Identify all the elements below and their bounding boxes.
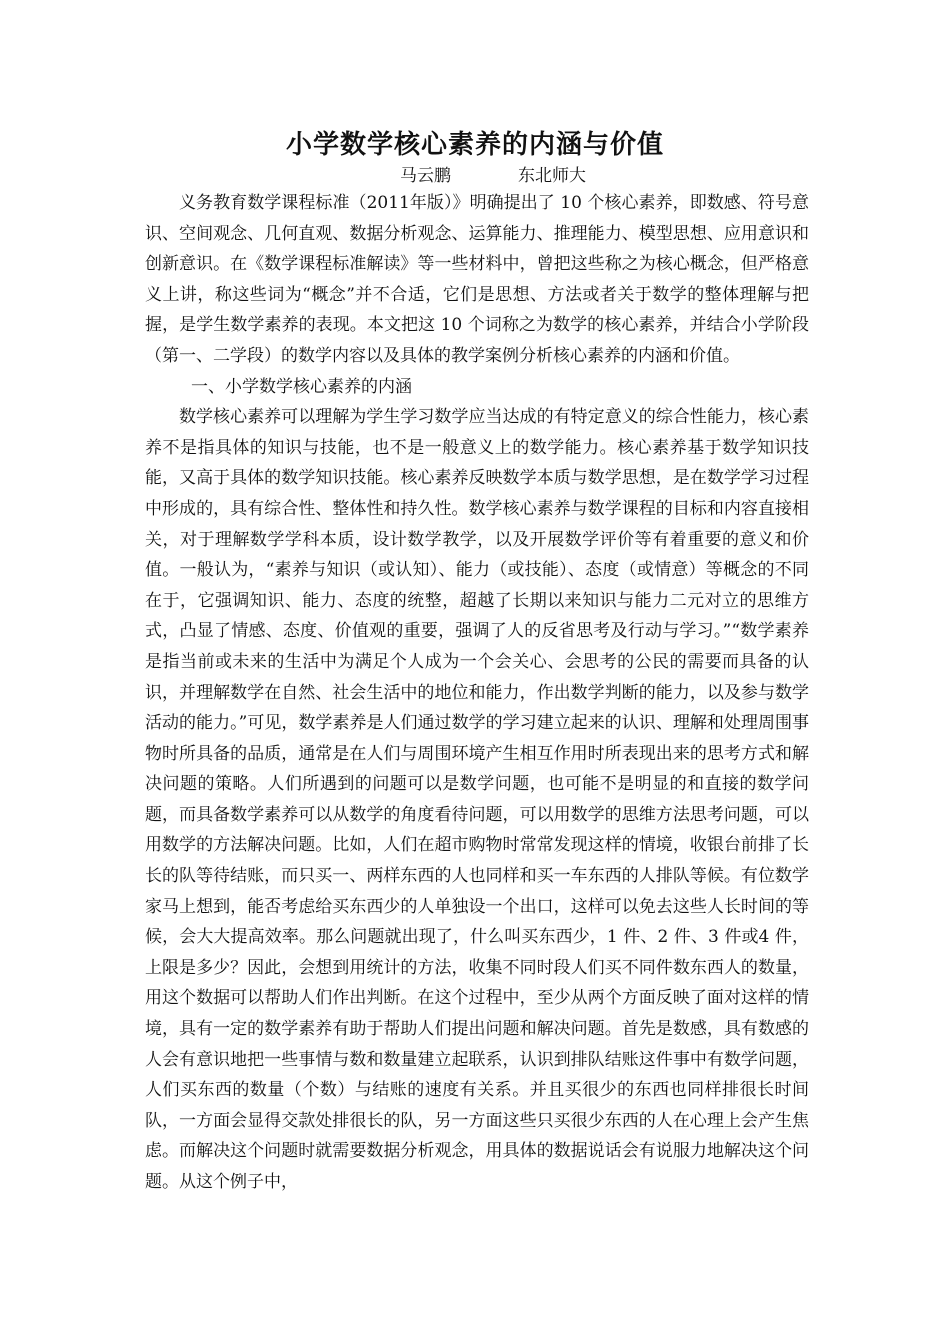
author-affiliation: 东北师大 [518, 166, 586, 186]
document-body [145, 188, 809, 1198]
body-paragraph: 数学核心素养可以理解为学生学习数学应当达成的有特定意义的综合性能力，核心素养不是指具体的知识与技能，也不是一般意义上的数学能力。核心素养基于数学知识技能，又高于具体的数学知识技能。核心素养反映数学本质与数学思想，是在数学学习过程中形成的，具有综合性、整体性和持久性。数学核心素养与数学课程的目标和内容直接相关，对于理解数学学科本质，设计数学教学，以及开展数学评价等有着重要的意义和价值。一般认为，“素养与知识（或认知）、能力（或技能）、态度（或情意）等概念的不同在于，它强调知识、能力、态度的统整，超越了长期以来知识与能力二元对立的思维方式，凸显了情感、态度、价值观的重要，强调了人的反省思考及行动与学习。”“数学素养是指当前或未来的生活中为满足个人成为一个会关心、会思考的公民的需要而具备的认识，并理解数学在自然、社会生活中的地位和能力，作出数学判断的能力，以及参与数学活动的能力。”可见，数学素养是人们通过数学的学习建立起来的认识、理解和处理周围事物时所具备的品质，通常是在人们与周围环境产生相互作用时所表现出来的思考方式和解决问题的策略。人们所遇到的问题可以是数学问题，也可能不是明显的和直接的数学问题，而具备数学素养可以从数学的角度看待问题，可以用数学的思维方法思考问题，可以用数学的方法解决问题。比如，人们在超市购物时常常发现这样的情境，收银台前排了长长的队等待结账，而只买一、两样东西的人也同样和买一车东西的人排队等候。有位数学家马上想到，能否考虑给买东西少的人单独设一个出口，这样可以免去这些人长时间的等候，会大大提高效率。那么问题就出现了，什么叫买东西少，1 件、2 件、3 件或4 件，上限是多少？因此，会想到用统计的方法，收集不同时段人们买不同件数东西人的数量，用这个数据可以帮助人们作出判断。在这个过程中，至少从两个方面反映了面对这样的情境，具有一定的数学素养有助于帮助人们提出问题和解决问题。首先是数感，具有数感的人会有意识地把一些事情与数和数量建立起联系，认识到排队结账这件事中有数学问题，人们买东西的数量（个数）与结账的速度有关系。并且买很少的东西也同样排很长时间队，一方面会显得交款处排很长的队，另一方面这些只买很少东西的人在心理上会产生焦虑。而解决这个问题时就需要数据分析观念，用具体的数据说话会有说服力地解决这个问题。从这个例子中， [145, 407, 809, 1192]
intro-paragraph: 义务教育数学课程标准（2011年版）》明确提出了 10 个核心素养，即数感、符号意识、空间观念、几何直观、数据分析观念、运算能力、推理能力、模型思想、应用意识和创新意识。在《数学课程标准解读》等一些材料中，曾把这些称之为核心概念，但严格意义上讲，称这些词为“概念”并不合适，它们是思想、方法或者关于数学的整体理解与把握，是学生数学素养的表现。本文把这 10 个词称之为数学的核心素养，并结合小学阶段（第一、二学段）的数学内容以及具体的教学案例分析核心素养的内涵和价值。 [145, 193, 809, 366]
byline [0, 162, 950, 190]
section-heading: 一、小学数学核心素养的内涵 [191, 376, 412, 397]
author-name: 马云鹏 [400, 166, 451, 186]
document-title: 小学数学核心素养的内涵与价值 [285, 130, 664, 161]
